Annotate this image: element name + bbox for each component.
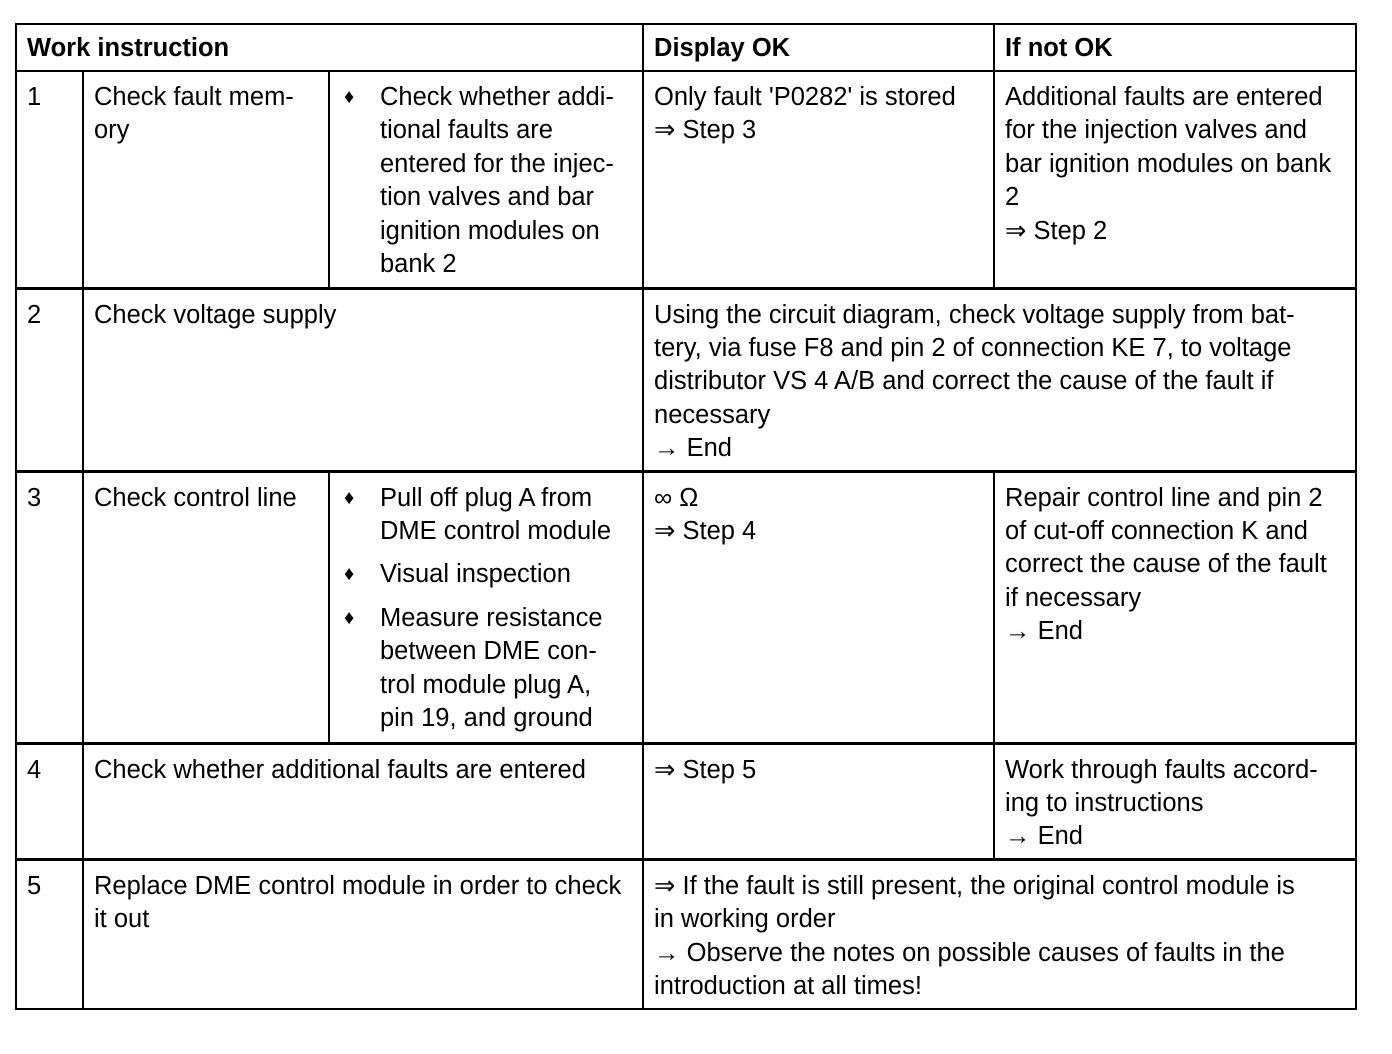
result-line: ⇒ If the fault is still present, the original control module is: [654, 871, 1295, 900]
header-display-ok: Display OK: [643, 24, 994, 71]
instruction-line: Check whether additional faults are entered: [94, 755, 586, 784]
display-ok-cell: [643, 471, 994, 743]
if-not-ok-line: → End: [1005, 617, 1083, 646]
step-number: 1: [16, 71, 83, 288]
result-cell: [643, 859, 1356, 1009]
if-not-ok-line: ⇒ Step 2: [1005, 216, 1108, 245]
bullet-line: pin 19, and ground: [380, 703, 593, 732]
table-row: [16, 471, 1356, 743]
result-line: Using the circuit diagram, check voltage supply from bat-: [654, 300, 1295, 329]
result-line: introduction at all times!: [654, 971, 922, 1000]
diamond-bullet-icon: ♦: [344, 86, 355, 108]
bullet-line: bank 2: [380, 250, 457, 279]
instruction-cell: [83, 743, 643, 859]
if-not-ok-line: for the injection valves and: [1005, 116, 1307, 145]
bullet-line: trol module plug A,: [380, 670, 592, 699]
bullet-item: [340, 602, 634, 736]
step-number: 5: [16, 859, 83, 1009]
work-instruction-table: [15, 23, 1357, 1010]
step-number: 2: [16, 288, 83, 471]
if-not-ok-line: of cut-off connection K and: [1005, 516, 1308, 545]
instruction-cell: [83, 288, 643, 471]
diamond-bullet-icon: ♦: [344, 606, 355, 629]
result-cell: [643, 288, 1356, 471]
if-not-ok-line: 2: [1005, 183, 1020, 212]
table-row: [16, 743, 1356, 859]
display-ok-line: ⇒ Step 4: [654, 516, 757, 545]
bullet-line: tional faults are: [380, 116, 553, 145]
instruction-line: ory: [94, 116, 130, 145]
instruction-cell: [83, 859, 643, 1009]
bullet-line: DME control module: [380, 516, 612, 545]
if-not-ok-cell: [994, 471, 1356, 743]
instruction-cell: [83, 71, 329, 288]
detail-cell: [329, 471, 643, 743]
bullet-list: [340, 81, 634, 281]
if-not-ok-line: bar ignition modules on bank: [1005, 149, 1332, 178]
table-row: [16, 71, 1356, 288]
result-line: necessary: [654, 400, 771, 429]
bullet-line: Check whether addi-: [380, 83, 614, 111]
result-line: in working order: [654, 905, 836, 934]
bullet-item: [340, 81, 634, 281]
result-line: distributor VS 4 A/B and correct the cause of the fault if: [654, 367, 1274, 396]
instruction-line: it out: [94, 905, 150, 934]
display-ok-line: Only fault 'P0282' is stored: [654, 83, 956, 111]
table-row: [16, 859, 1356, 1009]
if-not-ok-line: Work through faults accord-: [1005, 755, 1318, 784]
header-work-instruction: Work instruction: [16, 24, 643, 71]
bullet-item: [340, 482, 634, 549]
bullet-line: tion valves and bar: [380, 183, 595, 212]
if-not-ok-cell: [994, 71, 1356, 288]
display-ok-line: ⇒ Step 5: [654, 755, 757, 784]
instruction-line: Replace DME control module in order to check: [94, 871, 622, 900]
diamond-bullet-icon: ♦: [344, 486, 355, 509]
result-line: tery, via fuse F8 and pin 2 of connection KE 7, to voltage: [654, 333, 1292, 362]
if-not-ok-line: Additional faults are entered: [1005, 83, 1323, 111]
bullet-item: [340, 558, 634, 591]
bullet-line: ignition modules on: [380, 216, 600, 245]
display-ok-cell: [643, 743, 994, 859]
instruction-line: Check voltage supply: [94, 300, 337, 329]
table-header-row: [16, 24, 1356, 71]
if-not-ok-line: Repair control line and pin 2: [1005, 483, 1323, 512]
diamond-bullet-icon: ♦: [344, 563, 355, 586]
table-row: [16, 288, 1356, 471]
step-number: 4: [16, 743, 83, 859]
if-not-ok-line: if necessary: [1005, 583, 1142, 612]
bullet-line: Measure resistance: [380, 603, 603, 632]
step-number: 3: [16, 471, 83, 743]
display-ok-line: ⇒ Step 3: [654, 116, 757, 145]
instruction-line: Check fault mem-: [94, 83, 294, 111]
display-ok-cell: [643, 71, 994, 288]
bullet-line: Pull off plug A from: [380, 483, 593, 512]
bullet-list: [340, 482, 634, 736]
bullet-line: entered for the injec-: [380, 149, 614, 178]
if-not-ok-cell: [994, 743, 1356, 859]
detail-cell: [329, 71, 643, 288]
if-not-ok-line: ing to instructions: [1005, 788, 1204, 817]
header-if-not-ok: If not OK: [994, 24, 1356, 71]
bullet-line: between DME con-: [380, 637, 597, 666]
instruction-line: Check control line: [94, 483, 297, 512]
result-line: → End: [654, 434, 732, 463]
if-not-ok-line: → End: [1005, 822, 1083, 851]
instruction-cell: [83, 471, 329, 743]
result-line: → Observe the notes on possible causes of faults in the: [654, 938, 1285, 967]
bullet-line: Visual inspection: [380, 560, 571, 589]
if-not-ok-line: correct the cause of the fault: [1005, 550, 1327, 579]
display-ok-line: ∞ Ω: [654, 483, 699, 512]
